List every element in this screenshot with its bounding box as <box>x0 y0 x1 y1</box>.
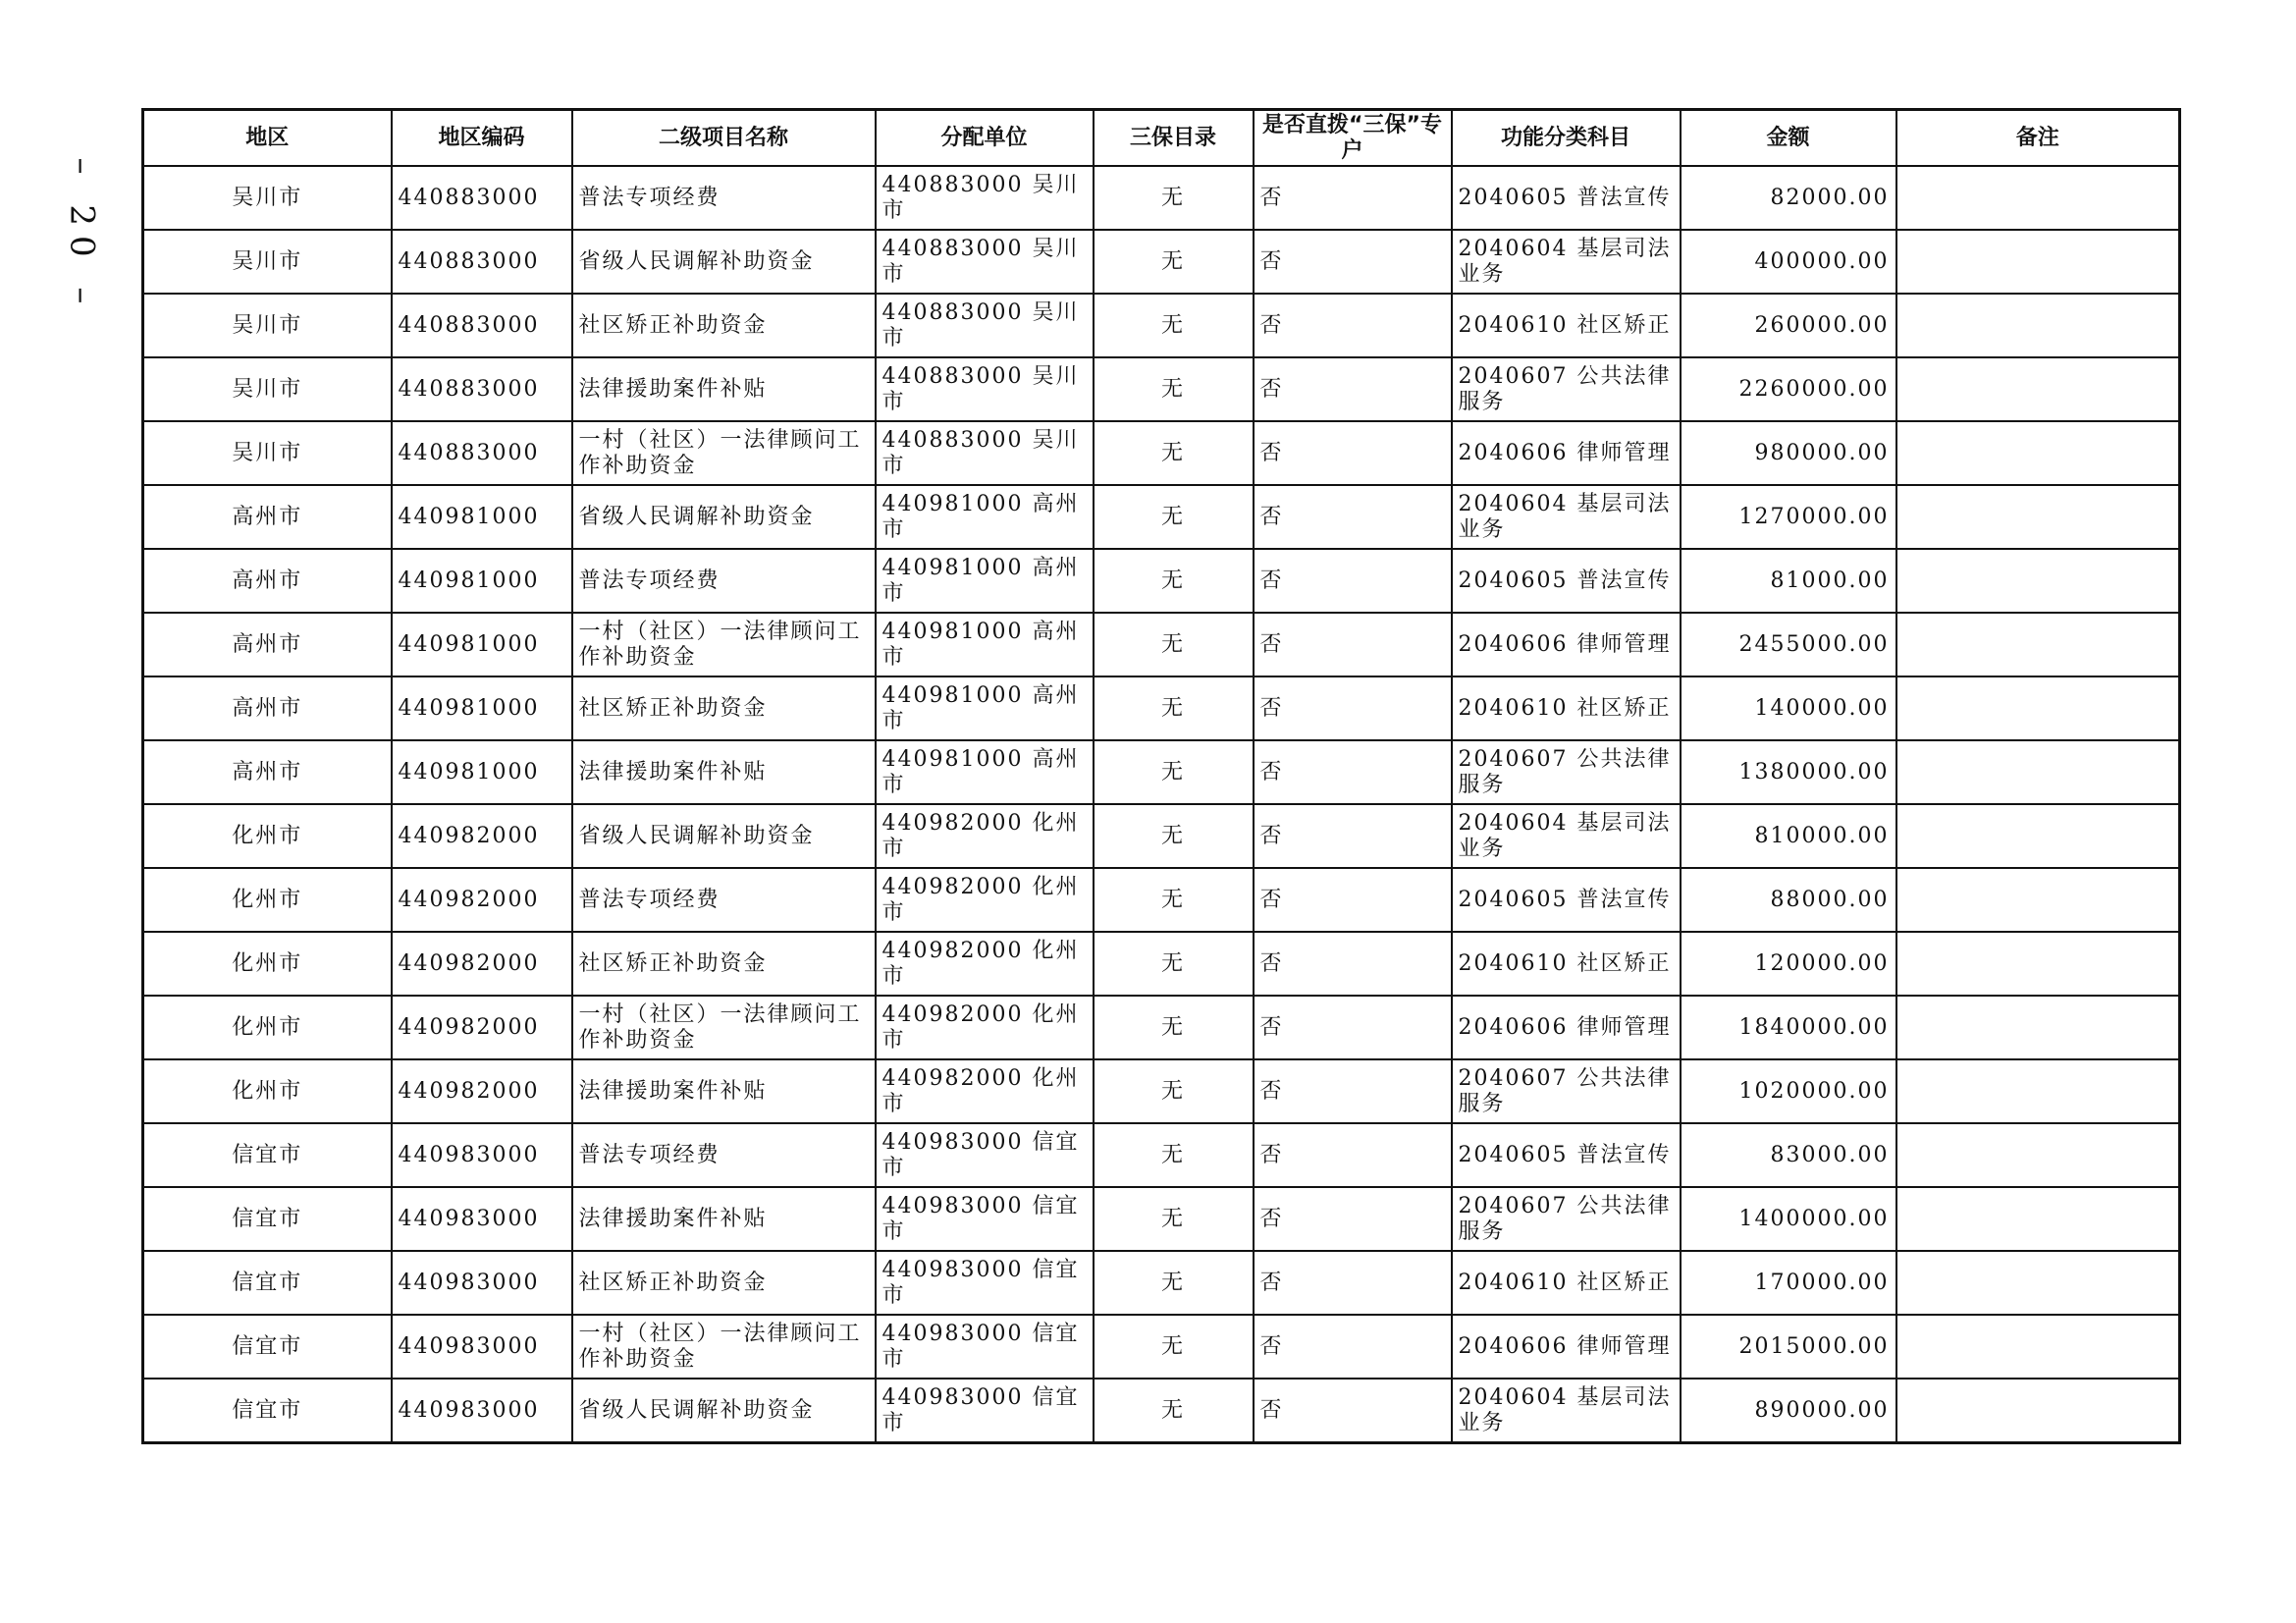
cell-amount: 81000.00 <box>1681 549 1896 613</box>
allocation-table <box>141 108 2181 1444</box>
cell-project-name: 社区矫正补助资金 <box>572 294 876 357</box>
cell-function-category: 2040605 普法宣传 <box>1452 549 1681 613</box>
cell-remarks <box>1896 1379 2180 1443</box>
cell-function-category: 2040604 基层司法业务 <box>1452 485 1681 549</box>
cell-allocation-unit: 440981000 高州市 <box>876 613 1094 676</box>
table-row <box>143 1379 2180 1443</box>
cell-amount: 1840000.00 <box>1681 996 1896 1059</box>
cell-remarks <box>1896 804 2180 868</box>
cell-project-name: 普法专项经费 <box>572 868 876 932</box>
cell-function-category: 2040604 基层司法业务 <box>1452 1379 1681 1443</box>
cell-amount: 83000.00 <box>1681 1123 1896 1187</box>
table-header-row <box>143 110 2180 167</box>
table-row <box>143 357 2180 421</box>
cell-region: 吴川市 <box>143 357 392 421</box>
cell-function-category: 2040604 基层司法业务 <box>1452 230 1681 294</box>
header-allocation-unit: 分配单位 <box>876 110 1094 167</box>
cell-direct-transfer: 否 <box>1254 230 1452 294</box>
cell-region: 高州市 <box>143 549 392 613</box>
cell-function-category: 2040606 律师管理 <box>1452 996 1681 1059</box>
cell-region-code: 440883000 <box>392 230 572 294</box>
cell-allocation-unit: 440883000 吴川市 <box>876 421 1094 485</box>
table-row <box>143 1187 2180 1251</box>
cell-project-name: 普法专项经费 <box>572 1123 876 1187</box>
header-amount: 金额 <box>1681 110 1896 167</box>
cell-direct-transfer: 否 <box>1254 1187 1452 1251</box>
cell-region-code: 440883000 <box>392 357 572 421</box>
cell-allocation-unit: 440981000 高州市 <box>876 740 1094 804</box>
cell-region: 高州市 <box>143 740 392 804</box>
cell-direct-transfer: 否 <box>1254 1059 1452 1123</box>
cell-region: 信宜市 <box>143 1251 392 1315</box>
table-row <box>143 1315 2180 1379</box>
cell-region-code: 440982000 <box>392 996 572 1059</box>
cell-sanbao-catalog: 无 <box>1094 868 1254 932</box>
cell-sanbao-catalog: 无 <box>1094 549 1254 613</box>
table-row <box>143 868 2180 932</box>
cell-region-code: 440983000 <box>392 1379 572 1443</box>
cell-amount: 980000.00 <box>1681 421 1896 485</box>
cell-project-name: 一村（社区）一法律顾问工作补助资金 <box>572 613 876 676</box>
cell-remarks <box>1896 230 2180 294</box>
cell-remarks <box>1896 1123 2180 1187</box>
cell-function-category: 2040605 普法宣传 <box>1452 166 1681 230</box>
table-row <box>143 1059 2180 1123</box>
cell-remarks <box>1896 485 2180 549</box>
cell-allocation-unit: 440981000 高州市 <box>876 549 1094 613</box>
table-row <box>143 676 2180 740</box>
cell-sanbao-catalog: 无 <box>1094 421 1254 485</box>
cell-remarks <box>1896 421 2180 485</box>
cell-project-name: 法律援助案件补贴 <box>572 740 876 804</box>
cell-sanbao-catalog: 无 <box>1094 613 1254 676</box>
table-row <box>143 1123 2180 1187</box>
cell-direct-transfer: 否 <box>1254 1379 1452 1443</box>
cell-region-code: 440981000 <box>392 740 572 804</box>
cell-amount: 260000.00 <box>1681 294 1896 357</box>
cell-region-code: 440982000 <box>392 932 572 996</box>
cell-direct-transfer: 否 <box>1254 294 1452 357</box>
cell-direct-transfer: 否 <box>1254 740 1452 804</box>
cell-sanbao-catalog: 无 <box>1094 804 1254 868</box>
cell-direct-transfer: 否 <box>1254 676 1452 740</box>
cell-remarks <box>1896 676 2180 740</box>
cell-region-code: 440981000 <box>392 549 572 613</box>
cell-region-code: 440981000 <box>392 613 572 676</box>
cell-region-code: 440983000 <box>392 1123 572 1187</box>
cell-function-category: 2040607 公共法律服务 <box>1452 1187 1681 1251</box>
cell-project-name: 社区矫正补助资金 <box>572 676 876 740</box>
header-remarks: 备注 <box>1896 110 2180 167</box>
page-number <box>47 157 116 314</box>
cell-amount: 1380000.00 <box>1681 740 1896 804</box>
cell-allocation-unit: 440983000 信宜市 <box>876 1187 1094 1251</box>
cell-sanbao-catalog: 无 <box>1094 166 1254 230</box>
cell-amount: 88000.00 <box>1681 868 1896 932</box>
cell-project-name: 省级人民调解补助资金 <box>572 485 876 549</box>
cell-region: 高州市 <box>143 485 392 549</box>
cell-region: 吴川市 <box>143 421 392 485</box>
page-number-text: – 20 – <box>62 157 102 314</box>
cell-region-code: 440883000 <box>392 294 572 357</box>
cell-project-name: 法律援助案件补贴 <box>572 1059 876 1123</box>
header-region-code: 地区编码 <box>392 110 572 167</box>
cell-function-category: 2040604 基层司法业务 <box>1452 804 1681 868</box>
cell-allocation-unit: 440983000 信宜市 <box>876 1315 1094 1379</box>
cell-region-code: 440982000 <box>392 1059 572 1123</box>
cell-function-category: 2040610 社区矫正 <box>1452 294 1681 357</box>
cell-remarks <box>1896 549 2180 613</box>
header-project-name: 二级项目名称 <box>572 110 876 167</box>
cell-allocation-unit: 440883000 吴川市 <box>876 166 1094 230</box>
cell-allocation-unit: 440982000 化州市 <box>876 932 1094 996</box>
header-direct-transfer: 是否直拨“三保”专户 <box>1254 110 1452 167</box>
cell-allocation-unit: 440983000 信宜市 <box>876 1379 1094 1443</box>
cell-sanbao-catalog: 无 <box>1094 230 1254 294</box>
table-row <box>143 1251 2180 1315</box>
cell-project-name: 普法专项经费 <box>572 166 876 230</box>
cell-allocation-unit: 440982000 化州市 <box>876 996 1094 1059</box>
cell-amount: 1270000.00 <box>1681 485 1896 549</box>
cell-amount: 1400000.00 <box>1681 1187 1896 1251</box>
cell-direct-transfer: 否 <box>1254 1123 1452 1187</box>
cell-function-category: 2040606 律师管理 <box>1452 421 1681 485</box>
cell-remarks <box>1896 1187 2180 1251</box>
cell-remarks <box>1896 996 2180 1059</box>
cell-project-name: 一村（社区）一法律顾问工作补助资金 <box>572 1315 876 1379</box>
table-row <box>143 613 2180 676</box>
cell-sanbao-catalog: 无 <box>1094 1123 1254 1187</box>
cell-region: 化州市 <box>143 804 392 868</box>
table-row <box>143 485 2180 549</box>
cell-function-category: 2040605 普法宣传 <box>1452 1123 1681 1187</box>
cell-remarks <box>1896 166 2180 230</box>
cell-function-category: 2040607 公共法律服务 <box>1452 357 1681 421</box>
cell-region-code: 440983000 <box>392 1315 572 1379</box>
cell-amount: 1020000.00 <box>1681 1059 1896 1123</box>
table-row <box>143 549 2180 613</box>
cell-region: 信宜市 <box>143 1187 392 1251</box>
cell-remarks <box>1896 868 2180 932</box>
cell-sanbao-catalog: 无 <box>1094 1251 1254 1315</box>
cell-remarks <box>1896 357 2180 421</box>
cell-direct-transfer: 否 <box>1254 1315 1452 1379</box>
table-row <box>143 804 2180 868</box>
cell-region: 吴川市 <box>143 166 392 230</box>
table-row <box>143 166 2180 230</box>
table-row <box>143 294 2180 357</box>
cell-region-code: 440982000 <box>392 868 572 932</box>
cell-region: 化州市 <box>143 868 392 932</box>
cell-sanbao-catalog: 无 <box>1094 932 1254 996</box>
cell-sanbao-catalog: 无 <box>1094 294 1254 357</box>
cell-direct-transfer: 否 <box>1254 868 1452 932</box>
header-sanbao-catalog: 三保目录 <box>1094 110 1254 167</box>
cell-project-name: 法律援助案件补贴 <box>572 1187 876 1251</box>
cell-amount: 890000.00 <box>1681 1379 1896 1443</box>
cell-sanbao-catalog: 无 <box>1094 1187 1254 1251</box>
cell-region-code: 440983000 <box>392 1187 572 1251</box>
cell-amount: 2455000.00 <box>1681 613 1896 676</box>
cell-allocation-unit: 440983000 信宜市 <box>876 1123 1094 1187</box>
cell-region: 信宜市 <box>143 1123 392 1187</box>
table-body <box>143 166 2180 1443</box>
cell-remarks <box>1896 613 2180 676</box>
cell-region-code: 440983000 <box>392 1251 572 1315</box>
cell-project-name: 一村（社区）一法律顾问工作补助资金 <box>572 996 876 1059</box>
cell-region-code: 440883000 <box>392 421 572 485</box>
cell-sanbao-catalog: 无 <box>1094 1315 1254 1379</box>
header-function-category: 功能分类科目 <box>1452 110 1681 167</box>
cell-amount: 400000.00 <box>1681 230 1896 294</box>
cell-remarks <box>1896 1315 2180 1379</box>
cell-direct-transfer: 否 <box>1254 485 1452 549</box>
cell-region: 吴川市 <box>143 294 392 357</box>
cell-amount: 82000.00 <box>1681 166 1896 230</box>
cell-region: 化州市 <box>143 996 392 1059</box>
cell-allocation-unit: 440883000 吴川市 <box>876 294 1094 357</box>
cell-region-code: 440883000 <box>392 166 572 230</box>
cell-region: 化州市 <box>143 1059 392 1123</box>
cell-sanbao-catalog: 无 <box>1094 996 1254 1059</box>
table-row <box>143 421 2180 485</box>
cell-region: 高州市 <box>143 613 392 676</box>
cell-region-code: 440982000 <box>392 804 572 868</box>
cell-direct-transfer: 否 <box>1254 996 1452 1059</box>
cell-remarks <box>1896 294 2180 357</box>
cell-allocation-unit: 440981000 高州市 <box>876 485 1094 549</box>
cell-allocation-unit: 440983000 信宜市 <box>876 1251 1094 1315</box>
cell-function-category: 2040610 社区矫正 <box>1452 676 1681 740</box>
cell-project-name: 省级人民调解补助资金 <box>572 1379 876 1443</box>
cell-sanbao-catalog: 无 <box>1094 740 1254 804</box>
cell-allocation-unit: 440982000 化州市 <box>876 1059 1094 1123</box>
cell-sanbao-catalog: 无 <box>1094 357 1254 421</box>
table-row <box>143 740 2180 804</box>
cell-project-name: 社区矫正补助资金 <box>572 932 876 996</box>
cell-project-name: 普法专项经费 <box>572 549 876 613</box>
cell-region: 信宜市 <box>143 1315 392 1379</box>
cell-region: 吴川市 <box>143 230 392 294</box>
cell-region-code: 440981000 <box>392 485 572 549</box>
cell-project-name: 社区矫正补助资金 <box>572 1251 876 1315</box>
cell-project-name: 省级人民调解补助资金 <box>572 804 876 868</box>
cell-remarks <box>1896 932 2180 996</box>
cell-function-category: 2040606 律师管理 <box>1452 613 1681 676</box>
cell-direct-transfer: 否 <box>1254 421 1452 485</box>
cell-sanbao-catalog: 无 <box>1094 1059 1254 1123</box>
cell-function-category: 2040610 社区矫正 <box>1452 1251 1681 1315</box>
cell-direct-transfer: 否 <box>1254 357 1452 421</box>
cell-project-name: 省级人民调解补助资金 <box>572 230 876 294</box>
table-row <box>143 230 2180 294</box>
cell-sanbao-catalog: 无 <box>1094 485 1254 549</box>
cell-direct-transfer: 否 <box>1254 804 1452 868</box>
header-region: 地区 <box>143 110 392 167</box>
cell-project-name: 法律援助案件补贴 <box>572 357 876 421</box>
cell-amount: 140000.00 <box>1681 676 1896 740</box>
cell-function-category: 2040607 公共法律服务 <box>1452 1059 1681 1123</box>
cell-amount: 810000.00 <box>1681 804 1896 868</box>
cell-function-category: 2040606 律师管理 <box>1452 1315 1681 1379</box>
cell-sanbao-catalog: 无 <box>1094 676 1254 740</box>
cell-allocation-unit: 440883000 吴川市 <box>876 357 1094 421</box>
cell-direct-transfer: 否 <box>1254 613 1452 676</box>
cell-direct-transfer: 否 <box>1254 166 1452 230</box>
cell-allocation-unit: 440982000 化州市 <box>876 804 1094 868</box>
cell-project-name: 一村（社区）一法律顾问工作补助资金 <box>572 421 876 485</box>
cell-function-category: 2040605 普法宣传 <box>1452 868 1681 932</box>
cell-function-category: 2040607 公共法律服务 <box>1452 740 1681 804</box>
cell-region: 化州市 <box>143 932 392 996</box>
table-row <box>143 932 2180 996</box>
cell-region-code: 440981000 <box>392 676 572 740</box>
cell-remarks <box>1896 1059 2180 1123</box>
cell-region: 信宜市 <box>143 1379 392 1443</box>
cell-allocation-unit: 440981000 高州市 <box>876 676 1094 740</box>
cell-direct-transfer: 否 <box>1254 1251 1452 1315</box>
cell-direct-transfer: 否 <box>1254 932 1452 996</box>
cell-amount: 170000.00 <box>1681 1251 1896 1315</box>
cell-allocation-unit: 440982000 化州市 <box>876 868 1094 932</box>
cell-remarks <box>1896 740 2180 804</box>
cell-allocation-unit: 440883000 吴川市 <box>876 230 1094 294</box>
cell-direct-transfer: 否 <box>1254 549 1452 613</box>
cell-amount: 120000.00 <box>1681 932 1896 996</box>
cell-amount: 2260000.00 <box>1681 357 1896 421</box>
cell-amount: 2015000.00 <box>1681 1315 1896 1379</box>
cell-region: 高州市 <box>143 676 392 740</box>
table-row <box>143 996 2180 1059</box>
cell-function-category: 2040610 社区矫正 <box>1452 932 1681 996</box>
cell-remarks <box>1896 1251 2180 1315</box>
cell-sanbao-catalog: 无 <box>1094 1379 1254 1443</box>
